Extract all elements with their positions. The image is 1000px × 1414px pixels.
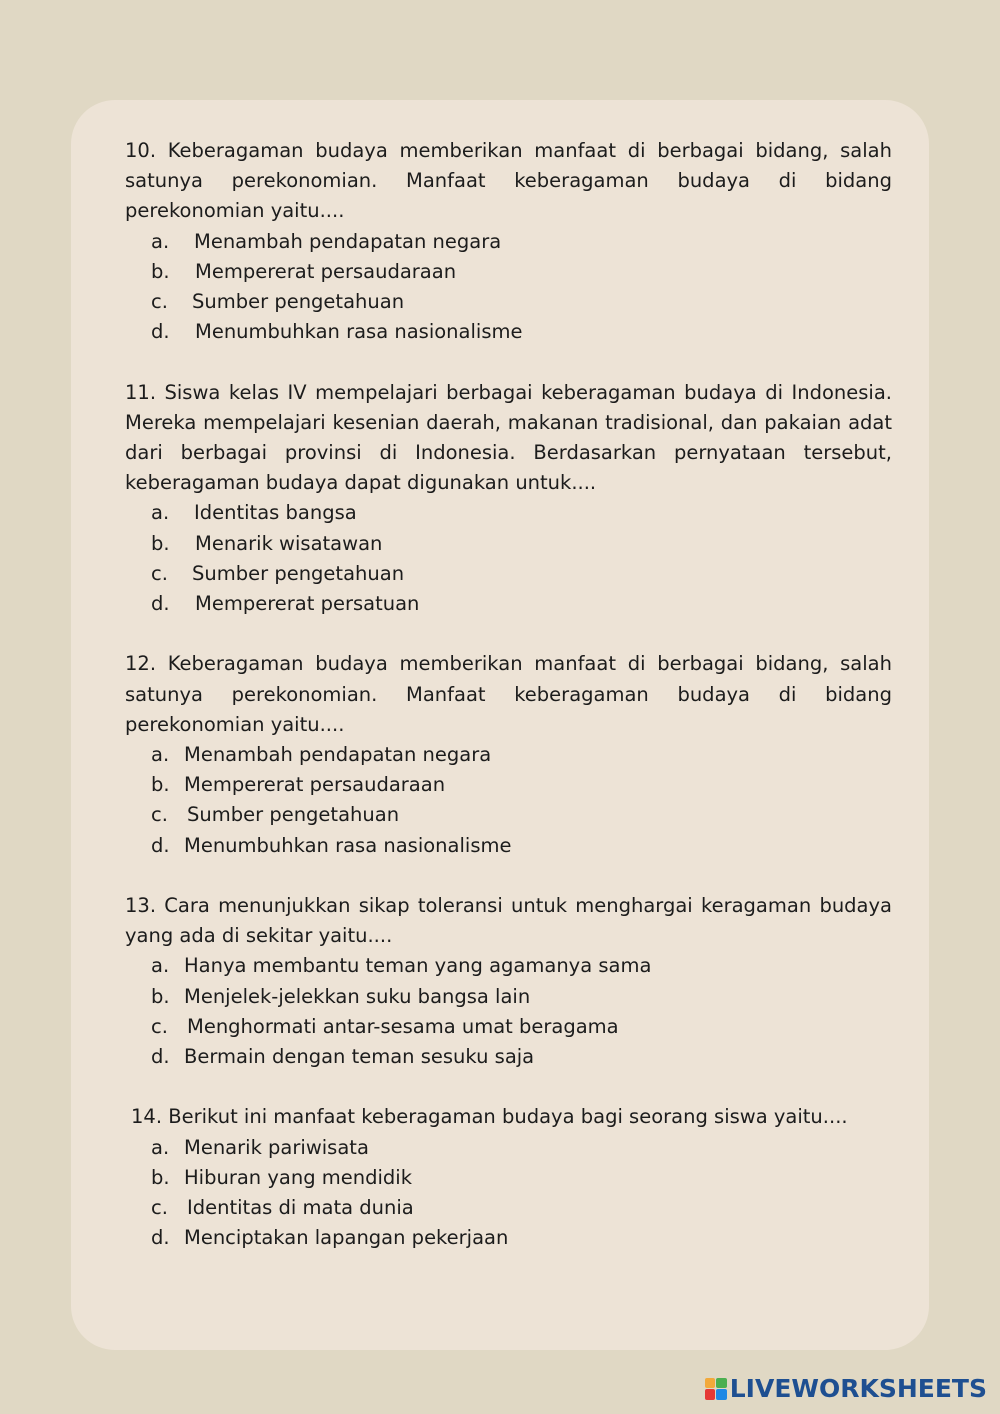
option-letter: b.: [151, 984, 170, 1008]
option-c[interactable]: [151, 800, 892, 830]
question-13: [125, 891, 892, 1072]
option-text: Menarik wisatawan: [195, 531, 383, 555]
question-11: [125, 378, 892, 620]
option-d[interactable]: [151, 1223, 892, 1253]
option-text: Mempererat persatuan: [195, 592, 420, 616]
option-list: [125, 740, 892, 861]
option-letter: b.: [151, 531, 170, 555]
option-letter: d.: [151, 320, 170, 344]
option-letter: d.: [151, 1226, 170, 1250]
option-b[interactable]: [151, 1163, 892, 1193]
liveworksheets-logo[interactable]: [705, 1374, 987, 1403]
option-b[interactable]: [151, 982, 892, 1012]
option-text: Identitas di mata dunia: [187, 1196, 414, 1220]
option-a[interactable]: [151, 740, 892, 770]
question-14: [125, 1102, 892, 1253]
option-text: Sumber pengetahuan: [192, 561, 405, 585]
question-10: [125, 136, 892, 347]
option-d[interactable]: [151, 831, 892, 861]
option-letter: c.: [151, 1014, 168, 1038]
option-text: Mempererat persaudaraan: [195, 259, 457, 283]
option-text: Hiburan yang mendidik: [184, 1165, 413, 1189]
option-a[interactable]: [151, 951, 892, 981]
option-list: [125, 227, 892, 348]
option-letter: a.: [151, 1135, 170, 1159]
option-letter: c.: [151, 561, 168, 585]
question-12: [125, 649, 892, 860]
liveworksheets-logo-icon: [705, 1378, 727, 1400]
option-letter: d.: [151, 592, 170, 616]
option-c[interactable]: [151, 1193, 892, 1223]
option-d[interactable]: [151, 317, 892, 347]
option-b[interactable]: [151, 529, 892, 559]
logo-text: LIVEWORKSHEETS: [729, 1374, 987, 1403]
option-text: Sumber pengetahuan: [192, 290, 405, 314]
option-letter: b.: [151, 259, 170, 283]
option-c[interactable]: [151, 559, 892, 589]
option-letter: d.: [151, 1045, 170, 1069]
option-d[interactable]: [151, 1042, 892, 1072]
option-text: Menarik pariwisata: [184, 1135, 369, 1159]
option-text: Mempererat persaudaraan: [184, 773, 446, 797]
questions-container: [125, 136, 892, 1284]
option-list: [125, 1133, 892, 1254]
option-text: Menumbuhkan rasa nasionalisme: [195, 320, 523, 344]
option-letter: c.: [151, 290, 168, 314]
option-list: [125, 498, 892, 619]
option-b[interactable]: [151, 257, 892, 287]
question-text: 10. Keberagaman budaya memberikan manfaat di berbagai bidang, salah satunya perekonomian. Manfaat keberagaman budaya di bidang perekonomian yaitu....: [125, 139, 892, 223]
option-text: Bermain dengan teman sesuku saja: [184, 1045, 535, 1069]
option-text: Menumbuhkan rasa nasionalisme: [184, 833, 512, 857]
option-text: Identitas bangsa: [194, 501, 357, 525]
question-text: 14. Berikut ini manfaat keberagaman budaya bagi seorang siswa yaitu....: [131, 1105, 848, 1129]
option-letter: b.: [151, 773, 170, 797]
option-letter: c.: [151, 803, 168, 827]
option-list: [125, 951, 892, 1072]
option-text: Sumber pengetahuan: [187, 803, 400, 827]
option-c[interactable]: [151, 1012, 892, 1042]
option-a[interactable]: [151, 1133, 892, 1163]
option-letter: a.: [151, 743, 170, 767]
option-a[interactable]: [151, 498, 892, 528]
option-letter: a.: [151, 229, 170, 253]
option-text: Menambah pendapatan negara: [194, 229, 502, 253]
option-a[interactable]: [151, 227, 892, 257]
option-text: Hanya membantu teman yang agamanya sama: [184, 954, 652, 978]
option-text: Menciptakan lapangan pekerjaan: [184, 1226, 509, 1250]
option-letter: a.: [151, 954, 170, 978]
option-letter: c.: [151, 1196, 168, 1220]
option-letter: b.: [151, 1165, 170, 1189]
option-text: Menambah pendapatan negara: [184, 743, 492, 767]
option-letter: d.: [151, 833, 170, 857]
option-d[interactable]: [151, 589, 892, 619]
option-text: Menjelek-jelekkan suku bangsa lain: [184, 984, 531, 1008]
question-text: 12. Keberagaman budaya memberikan manfaat di berbagai bidang, salah satunya perekonomian. Manfaat keberagaman budaya di bidang perekonomian yaitu....: [125, 652, 892, 736]
option-c[interactable]: [151, 287, 892, 317]
option-text: Menghormati antar-sesama umat beragama: [187, 1014, 619, 1038]
question-text: 13. Cara menunjukkan sikap toleransi untuk menghargai keragaman budaya yang ada di sekitar yaitu....: [125, 894, 892, 948]
option-b[interactable]: [151, 770, 892, 800]
option-letter: a.: [151, 501, 170, 525]
question-text: 11. Siswa kelas IV mempelajari berbagai keberagaman budaya di Indonesia. Mereka mempelajari kesenian daerah, makanan tradisional, dan pakaian adat dari berbagai provinsi di Indonesia. Berdasarkan pernyataan tersebut, keberagaman budaya dapat digunakan untuk....: [125, 380, 892, 495]
